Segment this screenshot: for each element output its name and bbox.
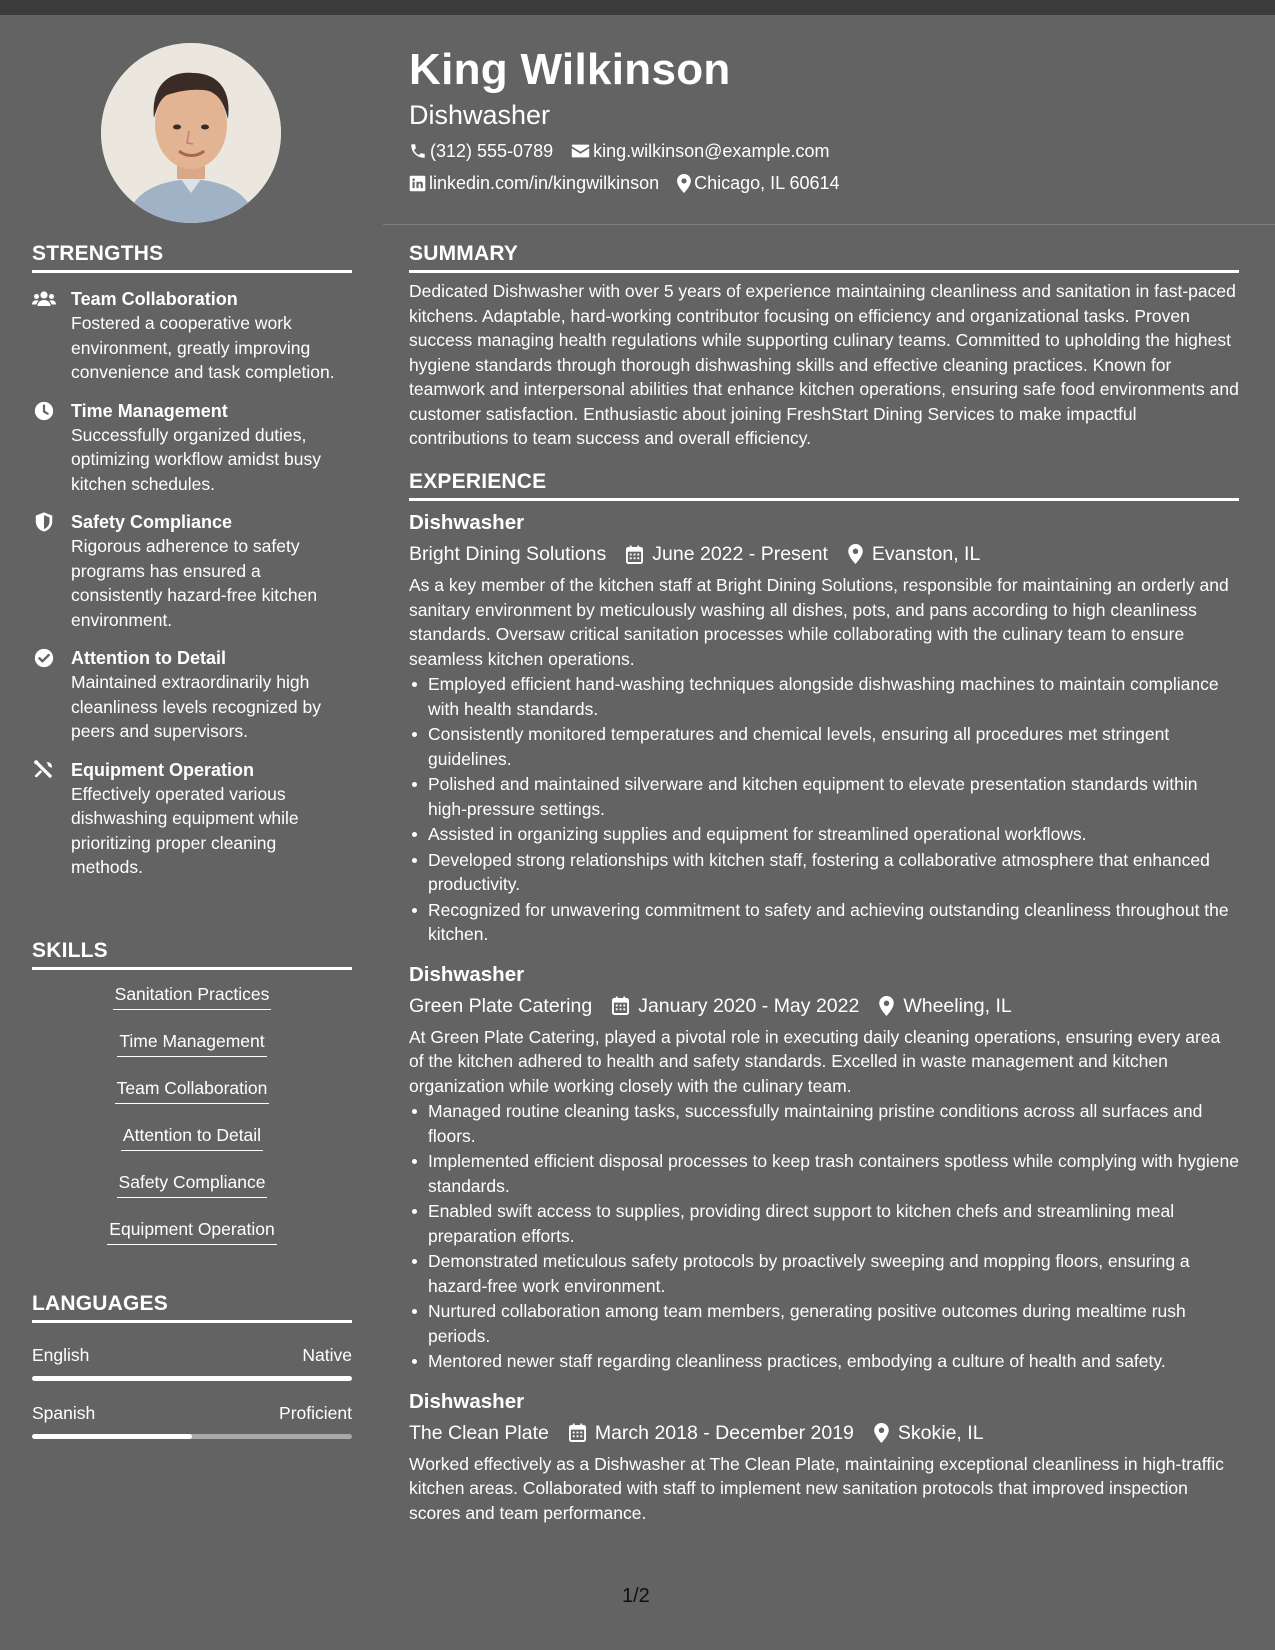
job-meta	[409, 540, 1239, 568]
strength-item	[32, 510, 352, 632]
contact-row-2	[409, 171, 858, 195]
job-entry	[409, 1388, 1239, 1526]
users-icon	[32, 288, 56, 310]
job-location: Evanston, IL	[871, 543, 981, 565]
skill-tag: Safety Compliance	[117, 1170, 268, 1198]
experience-title: EXPERIENCE	[409, 470, 1239, 501]
bullet-item: Developed strong relationships with kitchen staff, fostering a collaborative atmosphere that enhanced productivity.	[409, 848, 1239, 897]
strengths-section	[32, 242, 352, 880]
job-meta	[409, 1419, 1239, 1447]
bullet-item: Enabled swift access to supplies, providing direct support to kitchen chefs and streamlining meal preparation efforts.	[409, 1199, 1239, 1248]
map-pin-icon	[874, 1423, 889, 1443]
bullet-item: Assisted in organizing supplies and equipment for streamlined operational workflows.	[409, 822, 1239, 847]
bullet-item: Demonstrated meticulous safety protocols by proactively sweeping and mopping floors, ensuring a hazard-free work environment.	[409, 1249, 1239, 1298]
skill-tag: Time Management	[117, 1029, 266, 1057]
check-circle-icon	[32, 647, 56, 669]
location-text: Chicago, IL 60614	[694, 173, 840, 193]
strength-title: Equipment Operation	[71, 759, 255, 780]
calendar-icon	[612, 996, 629, 1015]
language-level: Proficient	[279, 1403, 352, 1423]
header-divider	[383, 224, 1275, 225]
strength-item	[32, 287, 352, 385]
tools-icon	[32, 759, 56, 781]
resume-header	[409, 43, 858, 195]
job-dates: June 2022 - Present	[652, 543, 828, 565]
map-pin-icon	[848, 544, 863, 564]
strength-desc: Rigorous adherence to safety programs has ensured a consistently hazard-free kitchen environment.	[71, 536, 318, 630]
location-contact	[677, 171, 839, 195]
language-level: Native	[302, 1345, 352, 1365]
strength-item	[32, 758, 352, 880]
language-item	[32, 1401, 352, 1439]
strength-desc: Fostered a cooperative work environment, greatly improving convenience and task completion.	[71, 313, 335, 382]
email-contact[interactable]	[571, 139, 829, 163]
job-title: Dishwasher	[409, 511, 525, 534]
job-bullets	[409, 1099, 1239, 1374]
email-text: king.wilkinson@example.com	[593, 141, 830, 161]
skill-tag: Team Collaboration	[115, 1076, 270, 1104]
bullet-item: Consistently monitored temperatures and chemical levels, ensuring all procedures met stringent guidelines.	[409, 722, 1239, 771]
languages-title: LANGUAGES	[32, 1292, 352, 1323]
linkedin-text: linkedin.com/in/kingwilkinson	[429, 173, 660, 193]
job-description: At Green Plate Catering, played a pivotal role in executing daily cleaning operations, ensuring every area of the kitchen adhered to health and safety standards. Excelled in waste management and kitchen organization while working closely with the culinary team.	[409, 1026, 1221, 1096]
job-location-wrap	[874, 1419, 984, 1447]
job-location-wrap	[879, 992, 1011, 1020]
summary-text: Dedicated Dishwasher with over 5 years of experience maintaining cleanliness and sanitation in fast-paced kitchens. Adaptable, hard-working contributor focusing on efficiency and organizational tasks. Proven success managing health regulations while supporting culinary teams. Committed to upholding the highest hygiene standards through thorough dishwashing skills and effective cleaning practices. Known for teamwork and interpersonal abilities that enhance kitchen operations, ensuring safe food environments and customer satisfaction. Enthusiastic about joining FreshStart Dining Services to make impactful contributions to team success and overall efficiency.	[409, 281, 1239, 448]
clock-icon	[32, 400, 56, 422]
job-description: As a key member of the kitchen staff at Bright Dining Solutions, responsible for maintaining an orderly and sanitary environment by meticulously washing all dishes, pots, and pans according to high cleanliness standards. Oversaw critical sanitation processes while collaborating with the culinary team to ensure seamless kitchen operations.	[409, 575, 1229, 669]
bullet-item: Mentored newer staff regarding cleanliness practices, embodying a culture of health and safety.	[409, 1349, 1239, 1374]
shield-icon	[32, 511, 56, 533]
contact-row-1	[409, 139, 858, 163]
strength-title: Team Collaboration	[71, 289, 238, 309]
page-number: 1/2	[622, 1585, 650, 1607]
top-bar	[0, 0, 1275, 15]
job-company: Green Plate Catering	[409, 994, 593, 1017]
strength-desc: Effectively operated various dishwashing equipment while prioritizing proper cleaning methods.	[71, 783, 299, 877]
languages-section	[32, 1292, 352, 1439]
map-pin-icon	[879, 996, 894, 1016]
email-icon	[571, 143, 590, 159]
language-level-fill	[32, 1434, 192, 1439]
job-dates-wrap	[626, 540, 828, 568]
skills-section	[32, 939, 352, 1264]
job-entry	[409, 509, 1239, 947]
job-dates: January 2020 - May 2022	[638, 994, 860, 1017]
language-name: Spanish	[32, 1403, 96, 1423]
bullet-item: Recognized for unwavering commitment to safety and achieving outstanding cleanliness throughout the kitchen.	[409, 898, 1239, 947]
map-pin-icon	[677, 174, 691, 193]
phone-text: (312) 555-0789	[430, 141, 554, 161]
strength-title: Safety Compliance	[71, 512, 233, 532]
job-location: Wheeling, IL	[903, 994, 1012, 1017]
calendar-icon	[569, 1423, 586, 1442]
skill-list	[32, 982, 352, 1264]
skills-title: SKILLS	[32, 939, 352, 970]
language-level-fill	[32, 1376, 352, 1381]
skill-tag: Equipment Operation	[107, 1217, 276, 1245]
bullet-item: Employed efficient hand-washing techniques alongside dishwashing machines to maintain compliance with health standards.	[409, 672, 1239, 721]
strength-item	[32, 646, 352, 744]
experience-section	[409, 470, 1239, 1525]
bullet-item: Managed routine cleaning tasks, successfully maintaining pristine conditions across all surfaces and floors.	[409, 1099, 1239, 1148]
job-location-wrap	[848, 540, 980, 568]
strength-desc: Successfully organized duties, optimizing workflow amidst busy kitchen schedules.	[71, 424, 321, 494]
strength-desc: Maintained extraordinarily high cleanliness levels recognized by peers and supervisors.	[71, 672, 321, 741]
job-location: Skokie, IL	[897, 1421, 984, 1444]
job-dates-wrap	[569, 1419, 854, 1447]
job-bullets	[409, 672, 1239, 947]
bullet-item: Nurtured collaboration among team members, generating positive outcomes during mealtime rush periods.	[409, 1299, 1239, 1348]
candidate-role: Dishwasher	[409, 100, 551, 130]
linkedin-icon	[409, 175, 426, 192]
language-level-bar	[32, 1376, 352, 1381]
person-portrait-image	[101, 43, 281, 223]
bullet-item: Implemented efficient disposal processes to keep trash containers spotless while complying with hygiene standards.	[409, 1149, 1239, 1198]
job-description: Worked effectively as a Dishwasher at The Clean Plate, maintaining exceptional cleanliness in high-traffic kitchen areas. Collaborated with staff to implement new sanitation protocols that improved inspection scores and team performance.	[409, 1453, 1224, 1523]
phone-icon	[409, 142, 427, 160]
resume-page	[0, 15, 1275, 1650]
profile-photo	[101, 43, 281, 223]
job-dates: March 2018 - December 2019	[594, 1421, 854, 1444]
skill-tag: Attention to Detail	[121, 1123, 263, 1151]
strength-item	[32, 399, 352, 497]
skill-tag: Sanitation Practices	[113, 982, 272, 1010]
language-level-bar	[32, 1434, 352, 1439]
strength-title: Time Management	[71, 400, 228, 421]
bullet-item: Polished and maintained silverware and kitchen equipment to elevate presentation standards within high-pressure settings.	[409, 772, 1239, 821]
job-company: The Clean Plate	[409, 1421, 549, 1444]
job-entry	[409, 961, 1239, 1374]
linkedin-contact[interactable]	[409, 171, 659, 195]
strengths-title: STRENGTHS	[32, 242, 352, 273]
job-dates-wrap	[612, 992, 859, 1020]
calendar-icon	[626, 545, 643, 564]
job-title: Dishwasher	[409, 1389, 525, 1413]
language-item	[32, 1343, 352, 1381]
language-name: English	[32, 1345, 90, 1365]
job-title: Dishwasher	[409, 962, 525, 986]
strength-title: Attention to Detail	[71, 648, 226, 668]
summary-title: SUMMARY	[409, 242, 1239, 273]
phone-contact	[409, 139, 553, 163]
summary-section	[409, 242, 1239, 451]
job-meta	[409, 992, 1239, 1020]
candidate-name: King Wilkinson	[409, 45, 731, 94]
job-company: Bright Dining Solutions	[409, 543, 607, 565]
